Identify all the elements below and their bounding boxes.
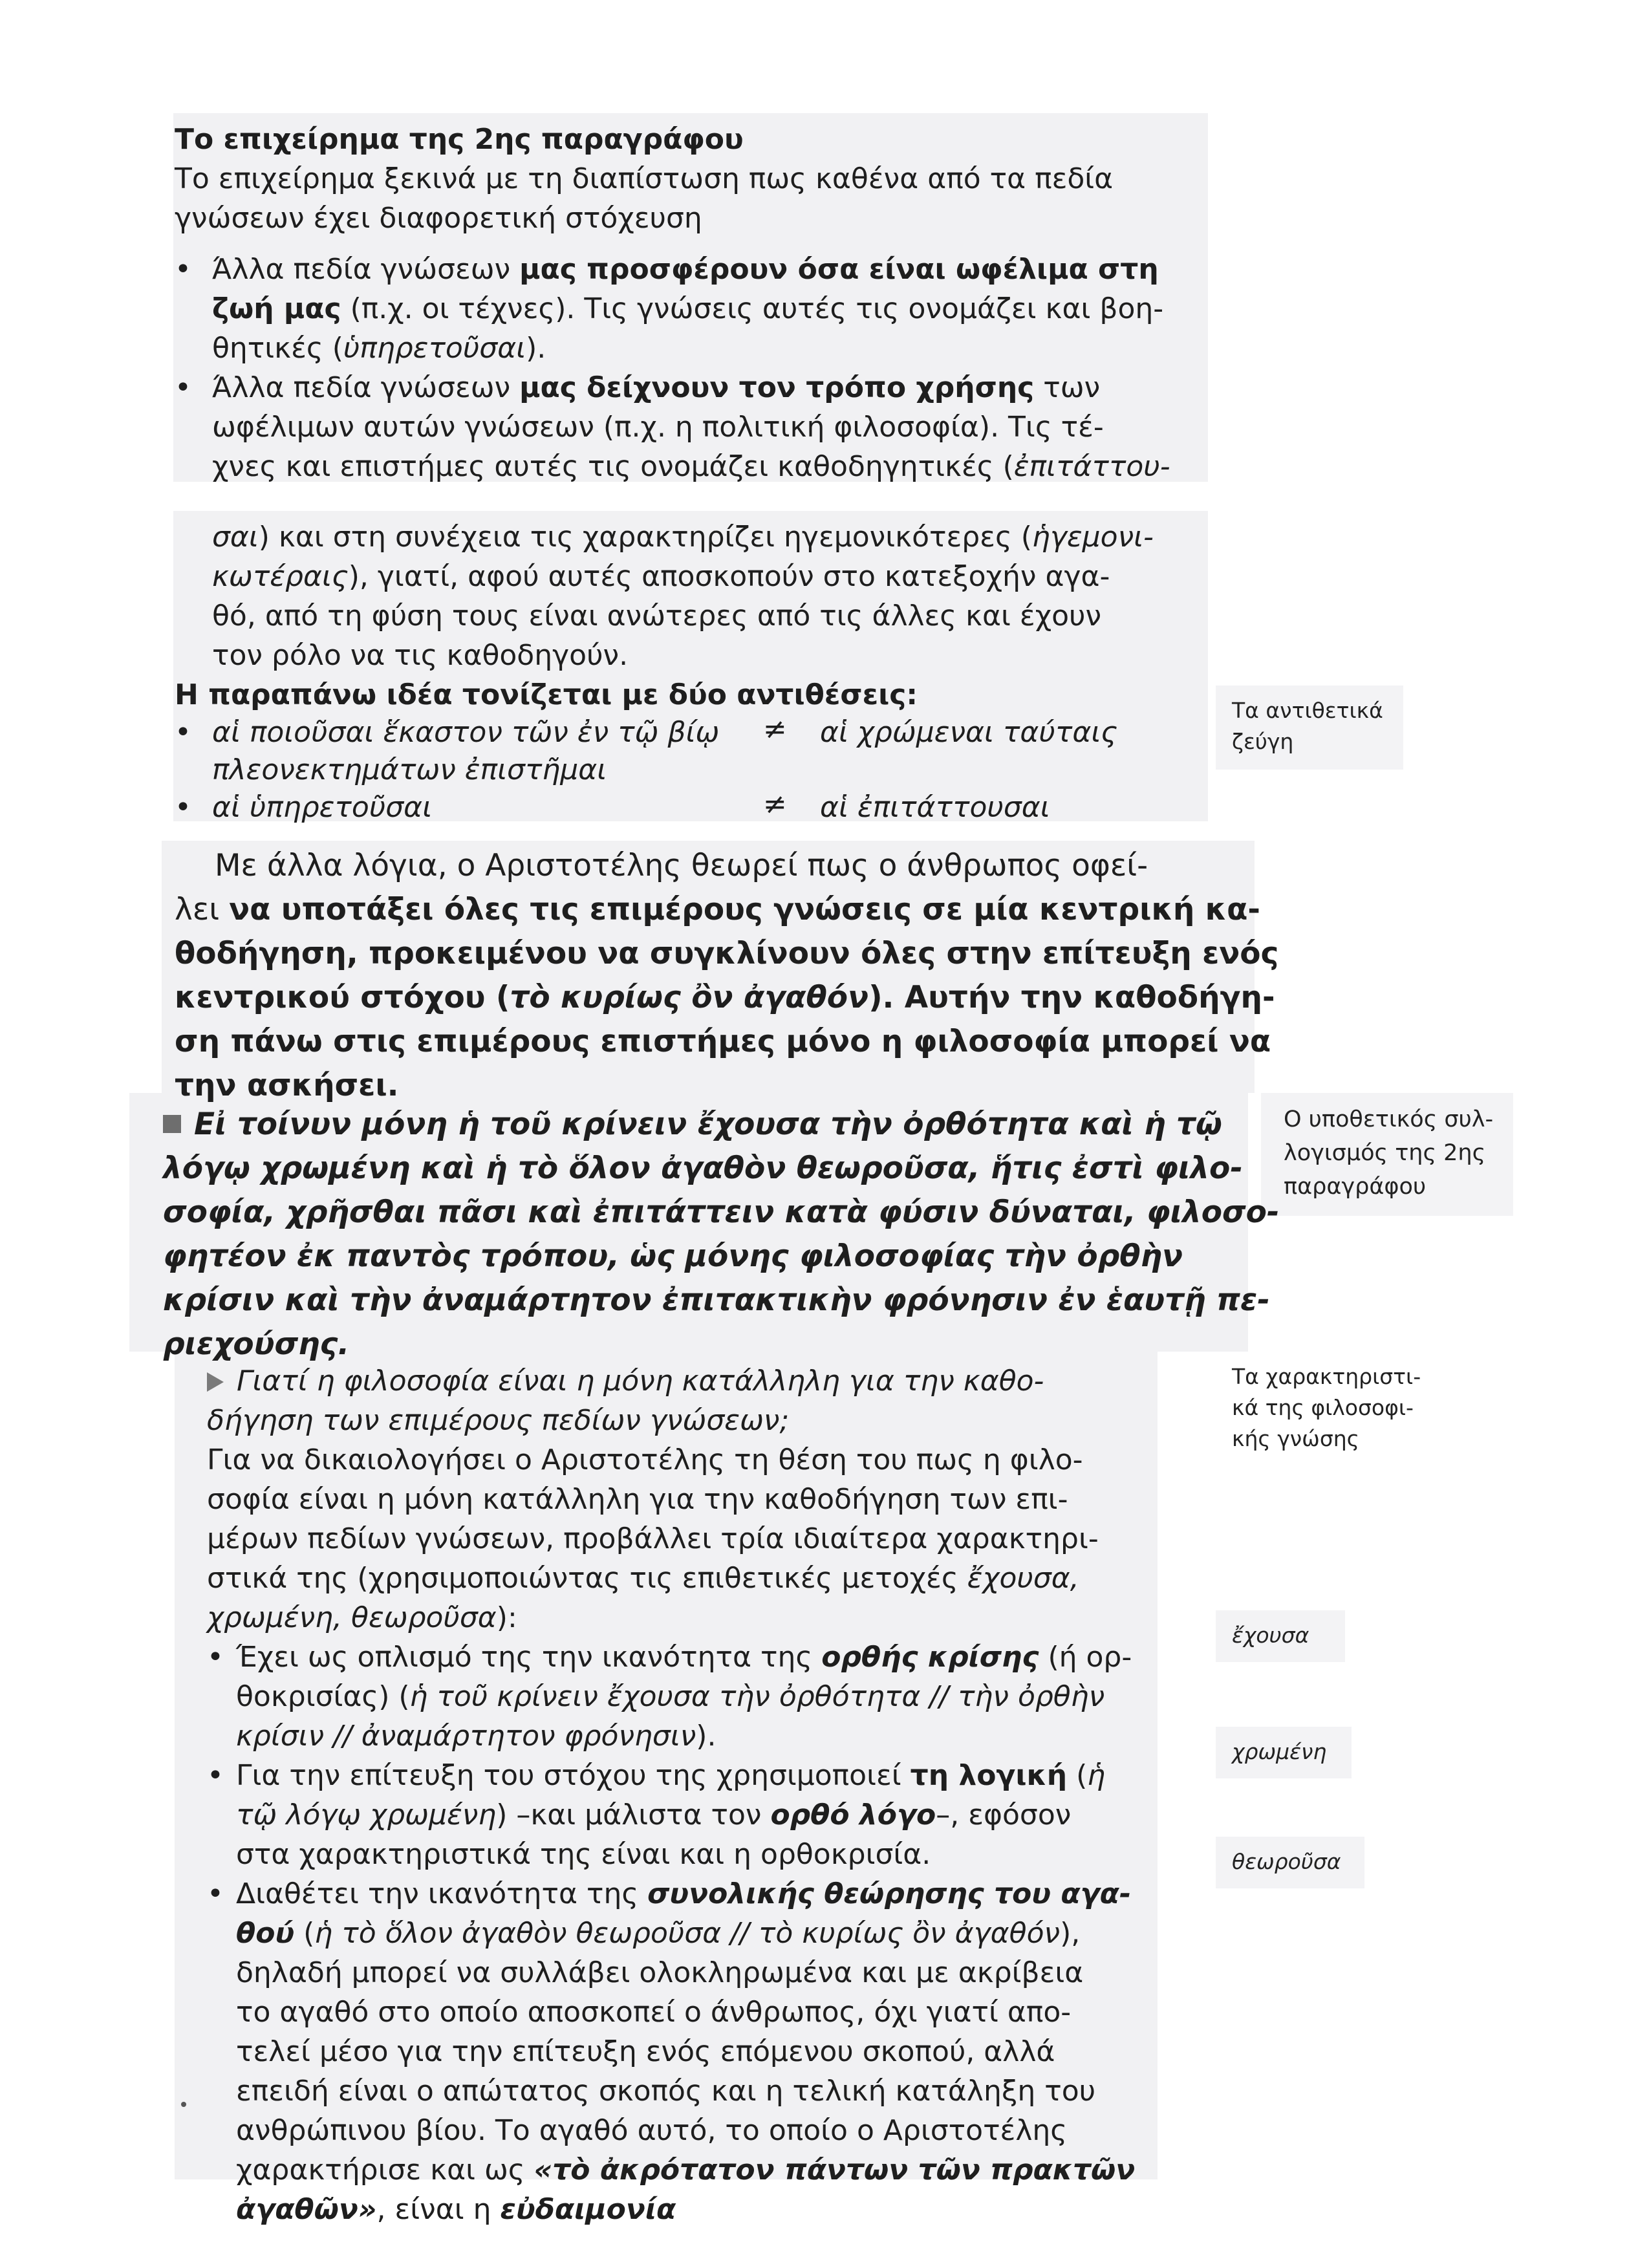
bullet-icon: • <box>175 716 191 749</box>
bullet-item-cont: ωφέλιμων αυτών γνώσεων (π.χ. η πολιτική φιλοσοφία). Τις τέ- <box>212 411 1104 444</box>
bullet-item: • Άλλα πεδία γνώσεων μας προσφέρουν όσα είναι ωφέλιμα στη <box>175 250 1170 289</box>
bullet-icon: • <box>207 1641 224 1674</box>
text-line: κεντρικού στόχου (τὸ κυρίως ὂν ἀγαθόν). Αυτήν την καθοδήγη- <box>175 980 1275 1015</box>
bullet-item: • Άλλα πεδία γνώσεων μας δείχνουν τον τρόπο χρήσης των <box>175 368 1170 407</box>
bullet-item-cont: θητικές (ὑπηρετοῦσαι). <box>212 332 546 365</box>
text-line: Με άλλα λόγια, ο Αριστοτέλης θεωρεί πως ο άνθρωπος οφεί- <box>215 848 1148 883</box>
bullet-item-cont: χνες και επιστήμες αυτές τις ονομάζει καθοδηγητικές (ἐπιτάττου- <box>212 450 1170 483</box>
text-line: σοφία είναι η μόνη κατάλληλη για την καθοδήγηση των επι- <box>207 1483 1068 1516</box>
margin-note-characteristics: Τα χαρακτηριστι- κά της φιλοσοφι- κής γνώσης <box>1232 1364 1421 1451</box>
bullet-icon: • <box>175 371 191 404</box>
antithesis-left-1-cont: πλεονεκτημάτων ἐπιστῆμαι <box>212 753 607 786</box>
section-hegemonic <box>212 517 1154 675</box>
bullet-item-cont: στα χαρακτηριστικά της είναι και η ορθοκρισία. <box>236 1838 931 1871</box>
original-text-passage <box>163 1103 1279 1366</box>
bullet-icon: • <box>207 1877 224 1910</box>
greek-line: Εἰ τοίνυν μόνη ἡ τοῦ κρίνειν ἔχουσα τὴν ὀρθότητα καὶ ἡ τῷ <box>163 1103 1279 1147</box>
bullet-item-cont: κρίσιν // ἀναμάρτητον φρόνησιν). <box>236 1720 717 1753</box>
antithesis-left-2: • αἱ ὑπηρετοῦσαι <box>175 788 432 827</box>
bullet-item-cont: ζωή μας (π.χ. οι τέχνες). Τις γνώσεις αυτές τις ονομάζει και βοη- <box>212 292 1164 325</box>
bullet-item-cont: θού (ἡ τὸ ὅλον ἀγαθὸν θεωροῦσα // τὸ κυρίως ὂν ἀγαθόν), <box>236 1917 1081 1950</box>
margin-note-chromeni: χρωμένη <box>1232 1739 1327 1764</box>
bullet-icon: • <box>175 791 191 824</box>
antithesis-right-2: αἱ ἐπιτάττουσαι <box>820 791 1050 824</box>
section-argument-intro <box>175 120 1170 486</box>
intro-line: γνώσεων έχει διαφορετική στόχευση <box>175 202 702 235</box>
square-marker-icon <box>163 1115 181 1133</box>
text-line: θοδήγηση, προκειμένου να συγκλίνουν όλες στην επίτευξη ενός <box>175 936 1279 971</box>
greek-line: ριεχούσης. <box>163 1326 350 1362</box>
text-line: τον ρόλο να τις καθοδηγούν. <box>212 639 629 672</box>
bullet-icon: • <box>207 1759 224 1792</box>
text-line: σαι) και στη συνέχεια τις χαρακτηρίζει ηγεμονικότερες (ἡγεμονι- <box>212 521 1154 554</box>
antithesis-right-1: αἱ χρώμεναι ταύταις <box>820 716 1118 749</box>
intro-line: Το επιχείρημα ξεκινά με τη διαπίστωση πως καθένα από τα πεδία <box>175 162 1114 195</box>
question-line: δήγηση των επιμέρους πεδίων γνώσεων; <box>207 1404 790 1437</box>
bullet-item-cont: επειδή είναι ο απώτατος σκοπός και η τελική κατάληξη του <box>236 2075 1096 2108</box>
section-summary <box>175 844 1278 1108</box>
antitheses-heading: Η παραπάνω ιδέα τονίζεται με δύο αντιθέσεις: <box>175 678 918 711</box>
text-line: στικά της (χρησιμοποιώντας τις επιθετικές μετοχές ἔχουσα, <box>207 1562 1079 1595</box>
greek-line: σοφία, χρῆσθαι πᾶσι καὶ ἐπιτάττειν κατὰ φύσιν δύναται, φιλοσο- <box>163 1194 1280 1230</box>
text-line: λει να υποτάξει όλες τις επιμέρους γνώσεις σε μία κεντρική κα- <box>175 892 1260 927</box>
greek-line: κρίσιν καὶ τὴν ἀναμάρτητον ἐπιτακτικὴν φρόνησιν ἐν ἑαυτῇ πε- <box>163 1282 1270 1318</box>
margin-note-theorousa: θεωροῦσα <box>1232 1849 1341 1874</box>
bullet-item: • Έχει ως οπλισμό της την ικανότητα της ορθής κρίσης (ή ορ- <box>207 1637 1135 1677</box>
section-characteristics <box>207 1361 1135 2229</box>
text-line: θό, από τη φύση τους είναι ανώτερες από τις άλλες και έχουν <box>212 599 1102 632</box>
bullet-item-cont: ανθρώπινου βίου. Το αγαθό αυτό, το οποίο ο Αριστοτέλης <box>236 2114 1068 2147</box>
text-line: την ασκήσει. <box>175 1068 399 1103</box>
text-line: ση πάνω στις επιμέρους επιστήμες μόνο η φιλοσοφία μπορεί να <box>175 1024 1271 1059</box>
bullet-item-cont: ἀγαθῶν», είναι η εὐδαιμονία <box>236 2193 676 2226</box>
bullet-item-cont: τελεί μέσο για την επίτευξη ενός επόμενου σκοπού, αλλά <box>236 2035 1055 2068</box>
bullet-item: • Για την επίτευξη του στόχου της χρησιμοποιεί τη λογική (ἡ <box>207 1756 1135 1795</box>
text-line: χρωμένη, θεωροῦσα): <box>207 1601 517 1634</box>
bullet-item: • Διαθέτει την ικανότητα της συνολικής θεώρησης του αγα- <box>207 1874 1135 1914</box>
bullet-item-cont: χαρακτήρισε και ως «τὸ ἀκρότατον πάντων τῶν πρακτῶν <box>236 2154 1136 2187</box>
greek-line: λόγῳ χρωμένη καὶ ἡ τὸ ὅλον ἀγαθὸν θεωροῦσα, ἥτις ἐστὶ φιλο- <box>163 1150 1243 1186</box>
question-line: Γιατί η φιλοσοφία είναι η μόνη κατάλληλη για την καθο- <box>207 1361 1135 1401</box>
text-line: Για να δικαιολογήσει ο Αριστοτέλης τη θέση του πως η φιλο- <box>207 1443 1083 1476</box>
text-line: κωτέραις), γιατί, αφού αυτές αποσκοπούν στο κατεξοχήν αγα- <box>212 560 1110 593</box>
section-heading: Το επιχείρημα της 2ης παραγράφου <box>175 123 744 156</box>
margin-note-exousa: ἔχουσα <box>1232 1623 1310 1648</box>
stray-scan-mark <box>181 2102 186 2107</box>
margin-note-antitheses: Τα αντιθετικά ζεύγη <box>1232 698 1383 754</box>
text-line: μέρων πεδίων γνώσεων, προβάλλει τρία ιδιαίτερα χαρακτηρι- <box>207 1522 1099 1555</box>
bullet-item-cont: το αγαθό στο οποίο αποσκοπεί ο άνθρωπος, όχι γιατί απο- <box>236 1996 1072 2029</box>
not-equal-sign: ≠ <box>763 713 787 746</box>
not-equal-sign: ≠ <box>763 788 787 821</box>
bullet-item-cont: δηλαδή μπορεί να συλλάβει ολοκληρωμένα και με ακρίβεια <box>236 1956 1084 1989</box>
greek-line: φητέον ἐκ παντὸς τρόπου, ὡς μόνης φιλοσοφίας τὴν ὀρθὴν <box>163 1238 1183 1274</box>
bullet-item-cont: θοκρισίας) (ἡ τοῦ κρίνειν ἔχουσα τὴν ὀρθότητα // τὴν ὀρθὴν <box>236 1680 1105 1713</box>
bullet-item-cont: τῷ λόγῳ χρωμένη) –και μάλιστα τον ορθό λόγο–, εφόσον <box>236 1798 1072 1831</box>
triangle-marker-icon <box>207 1372 224 1392</box>
antithesis-left-1: • αἱ ποιοῦσαι ἕκαστον τῶν ἐν τῷ βίῳ <box>175 713 719 752</box>
bullet-icon: • <box>175 253 191 286</box>
margin-note-syllogism: Ο υποθετικός συλ- λογισμός της 2ης παραγράφου <box>1284 1107 1494 1200</box>
